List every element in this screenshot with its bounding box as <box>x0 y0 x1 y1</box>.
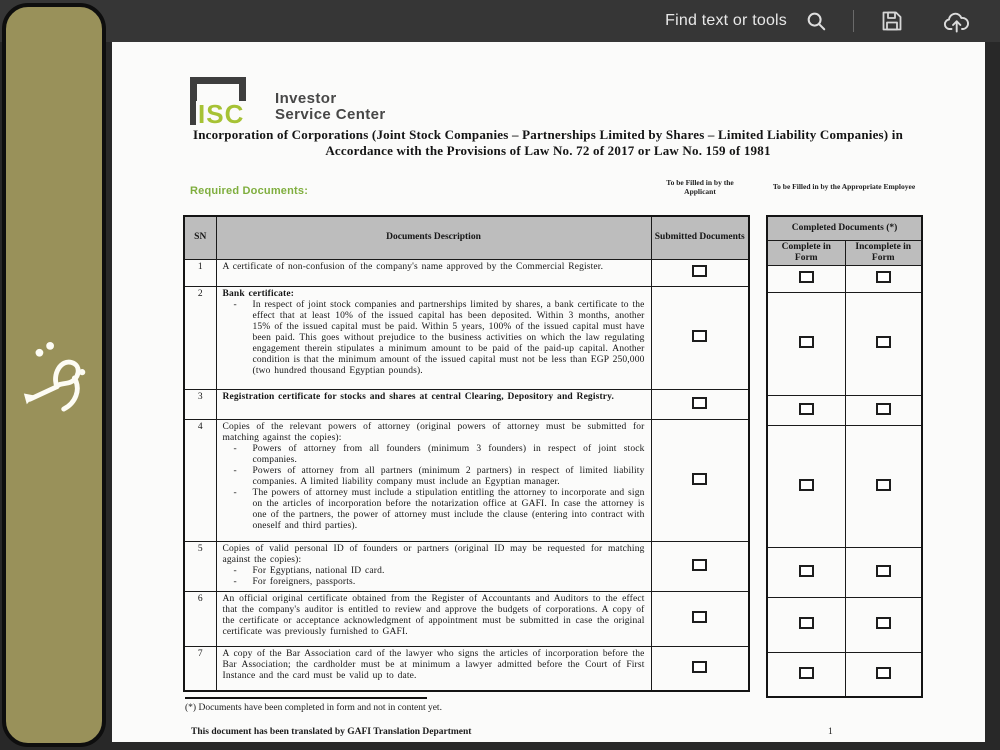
submitted-checkbox-cell <box>651 591 749 646</box>
footnote-text: (*) Documents have been completed in form and not in content yet. <box>185 703 442 713</box>
submitted-checkbox-cell <box>651 259 749 286</box>
description-intro: An official original certificate obtained from the Register of Accountants and Auditors to the effect that the company's auditor is entitled to review and approve the budgets of corporations. A copy of the certificate or acceptance acknowledgment of appointment must be submitted in case the original certificate was previously furnished to GAFI. <box>222 593 645 637</box>
checkbox <box>692 661 707 673</box>
search-icon[interactable] <box>805 10 827 32</box>
cloud-upload-icon[interactable] <box>942 9 972 34</box>
description-bullet: - The powers of attorney must include a stipulation entitling the attorney to incorporate and sign on the articles of incorporation before the notarization office at GAFI. In case the attorney is one of the partners, the power of attorney must include the clause (entering into contract with oneself and third parties). <box>223 488 645 532</box>
submitted-checkbox-cell <box>651 541 749 591</box>
table-row <box>767 265 922 292</box>
sn-cell: 1 <box>184 259 216 286</box>
sn-header: SN <box>184 216 216 259</box>
toolbar-divider <box>853 10 854 32</box>
isc-logo-name-line2: Service Center <box>275 106 386 123</box>
incomplete-checkbox-cell <box>845 425 922 547</box>
table-row <box>184 591 749 646</box>
incomplete-checkbox-cell <box>845 292 922 395</box>
complete-checkbox-cell <box>767 652 845 697</box>
submitted-checkbox-cell <box>651 389 749 419</box>
submitted-checkbox-cell <box>651 419 749 541</box>
submitted-header: Submitted Documents <box>651 216 749 259</box>
checkbox <box>692 397 707 409</box>
arabic-calligraphy-mark <box>20 337 88 417</box>
isc-logo-name-line1: Investor <box>275 90 337 107</box>
description-cell <box>216 646 651 691</box>
sn-cell: 6 <box>184 591 216 646</box>
footnote-rule <box>185 697 427 699</box>
sn-cell: 3 <box>184 389 216 419</box>
description-cell <box>216 419 651 541</box>
required-documents-label: Required Documents: <box>190 185 309 197</box>
table-row <box>767 425 922 547</box>
main-table-body <box>184 259 749 691</box>
right-table-body <box>767 265 922 697</box>
save-icon[interactable] <box>880 9 904 33</box>
documents-table-header-row <box>184 216 749 259</box>
complete-checkbox-cell <box>767 265 845 292</box>
completed-documents-table <box>766 215 923 698</box>
incomplete-checkbox-cell <box>845 652 922 697</box>
checkbox <box>876 271 891 283</box>
checkbox <box>876 336 891 348</box>
table-row <box>767 547 922 597</box>
description-bullet: - In respect of joint stock companies and partnerships limited by shares, a bank certificate to the effect that at least 10% of the issued capital has been deposited. Within 3 months, another 15% of the issued capital must be paid. Within 5 years, 100% of the issued capital must have been paid. This goes without prejudice to the business activities on which the law regulating engagement therein stipulates a minimum amount to be paid of the paid-up capital. Another condition is that the minimum amount of the issued capital must not be less than EGP 250,000 (two hundred thousand Egyptian pounds). <box>223 300 645 377</box>
submitted-checkbox-cell <box>651 286 749 389</box>
checkbox <box>799 336 814 348</box>
incomplete-checkbox-cell <box>845 395 922 425</box>
description-bullet: - Powers of attorney from all partners (minimum 2 partners) in respect of limited liability companies. A limited liability company must include an Egyptian manager. <box>223 466 645 488</box>
find-text-button[interactable]: Find text or tools <box>665 12 787 29</box>
sn-cell: 4 <box>184 419 216 541</box>
description-cell <box>216 541 651 591</box>
description-intro: Bank certificate: <box>222 288 295 299</box>
checkbox <box>799 403 814 415</box>
isc-logo-text: ISC <box>198 99 245 129</box>
table-row <box>767 395 922 425</box>
checkbox <box>799 271 814 283</box>
checkbox <box>799 617 814 629</box>
checkbox <box>876 479 891 491</box>
checkbox <box>799 667 814 679</box>
document-title: Incorporation of Corporations (Joint Stock Companies – Partnerships Limited by Shares – Limited Liability Companies) in Accordance with the Provisions of Law No. 72 of 2017 or Law No. 159 of 1981 <box>192 127 904 158</box>
incomplete-checkbox-cell <box>845 597 922 652</box>
description-intro: A certificate of non-confusion of the company's name approved by the Commercial Register. <box>222 261 604 272</box>
checkbox <box>692 265 707 277</box>
table-row <box>184 646 749 691</box>
description-header: Documents Description <box>216 216 651 259</box>
completed-subheader-row <box>767 240 922 265</box>
complete-checkbox-cell <box>767 597 845 652</box>
description-bullet: - For Egyptians, national ID card. <box>223 566 645 577</box>
complete-checkbox-cell <box>767 425 845 547</box>
incomplete-checkbox-cell <box>845 547 922 597</box>
documents-table <box>183 215 750 692</box>
pdf-page <box>112 42 985 742</box>
checkbox <box>692 330 707 342</box>
table-row <box>184 389 749 419</box>
checkbox <box>876 403 891 415</box>
checkbox <box>876 617 891 629</box>
description-cell <box>216 389 651 419</box>
fill-note-applicant: To be Filled in by the Applicant <box>666 178 734 196</box>
description-intro: Registration certificate for stocks and shares at central Clearing, Depository and Registry. <box>222 391 615 402</box>
checkbox <box>692 611 707 623</box>
description-cell <box>216 591 651 646</box>
checkbox <box>692 559 707 571</box>
sn-cell: 5 <box>184 541 216 591</box>
table-row <box>184 419 749 541</box>
table-row <box>767 652 922 697</box>
checkbox <box>692 473 707 485</box>
translation-note: This document has been translated by GAFI Translation Department <box>191 727 472 737</box>
description-cell <box>216 286 651 389</box>
description-bullet: - For foreigners, passports. <box>223 577 645 588</box>
checkbox <box>876 667 891 679</box>
checkbox <box>799 479 814 491</box>
page-number: 1 <box>828 727 833 737</box>
side-tab[interactable] <box>2 3 106 747</box>
description-intro: Copies of the relevant powers of attorney (original powers of attorney must be submitted for matching against the copies): <box>222 421 645 443</box>
complete-in-form-header: Complete in Form <box>767 240 845 265</box>
table-row <box>184 286 749 389</box>
complete-checkbox-cell <box>767 395 845 425</box>
table-row <box>184 541 749 591</box>
checkbox <box>799 565 814 577</box>
completed-documents-header: Completed Documents (*) <box>767 216 922 240</box>
complete-checkbox-cell <box>767 292 845 395</box>
table-row <box>767 597 922 652</box>
table-row <box>184 259 749 286</box>
table-row <box>767 292 922 395</box>
description-cell <box>216 259 651 286</box>
checkbox <box>876 565 891 577</box>
pdf-viewer-toolbar <box>0 0 1000 42</box>
description-intro: A copy of the Bar Association card of the lawyer who signs the articles of incorporation before the Bar Association; the cardholder must be at minimum a lawyer admitted before the Court of First Instance and the card must be valid up to date. <box>222 648 645 681</box>
description-bullet: - Powers of attorney from all founders (minimum 3 founders) in respect of joint stock companies. <box>223 444 645 466</box>
complete-checkbox-cell <box>767 547 845 597</box>
sn-cell: 2 <box>184 286 216 389</box>
isc-logo-name <box>275 91 386 123</box>
incomplete-checkbox-cell <box>845 265 922 292</box>
description-intro: Copies of valid personal ID of founders or partners (original ID may be requested for matching against the copies): <box>222 543 645 565</box>
completed-header-row <box>767 216 922 240</box>
incomplete-in-form-header: Incomplete in Form <box>845 240 922 265</box>
sn-cell: 7 <box>184 646 216 691</box>
submitted-checkbox-cell <box>651 646 749 691</box>
fill-note-employee: To be Filled in by the Appropriate Employee <box>772 182 916 191</box>
